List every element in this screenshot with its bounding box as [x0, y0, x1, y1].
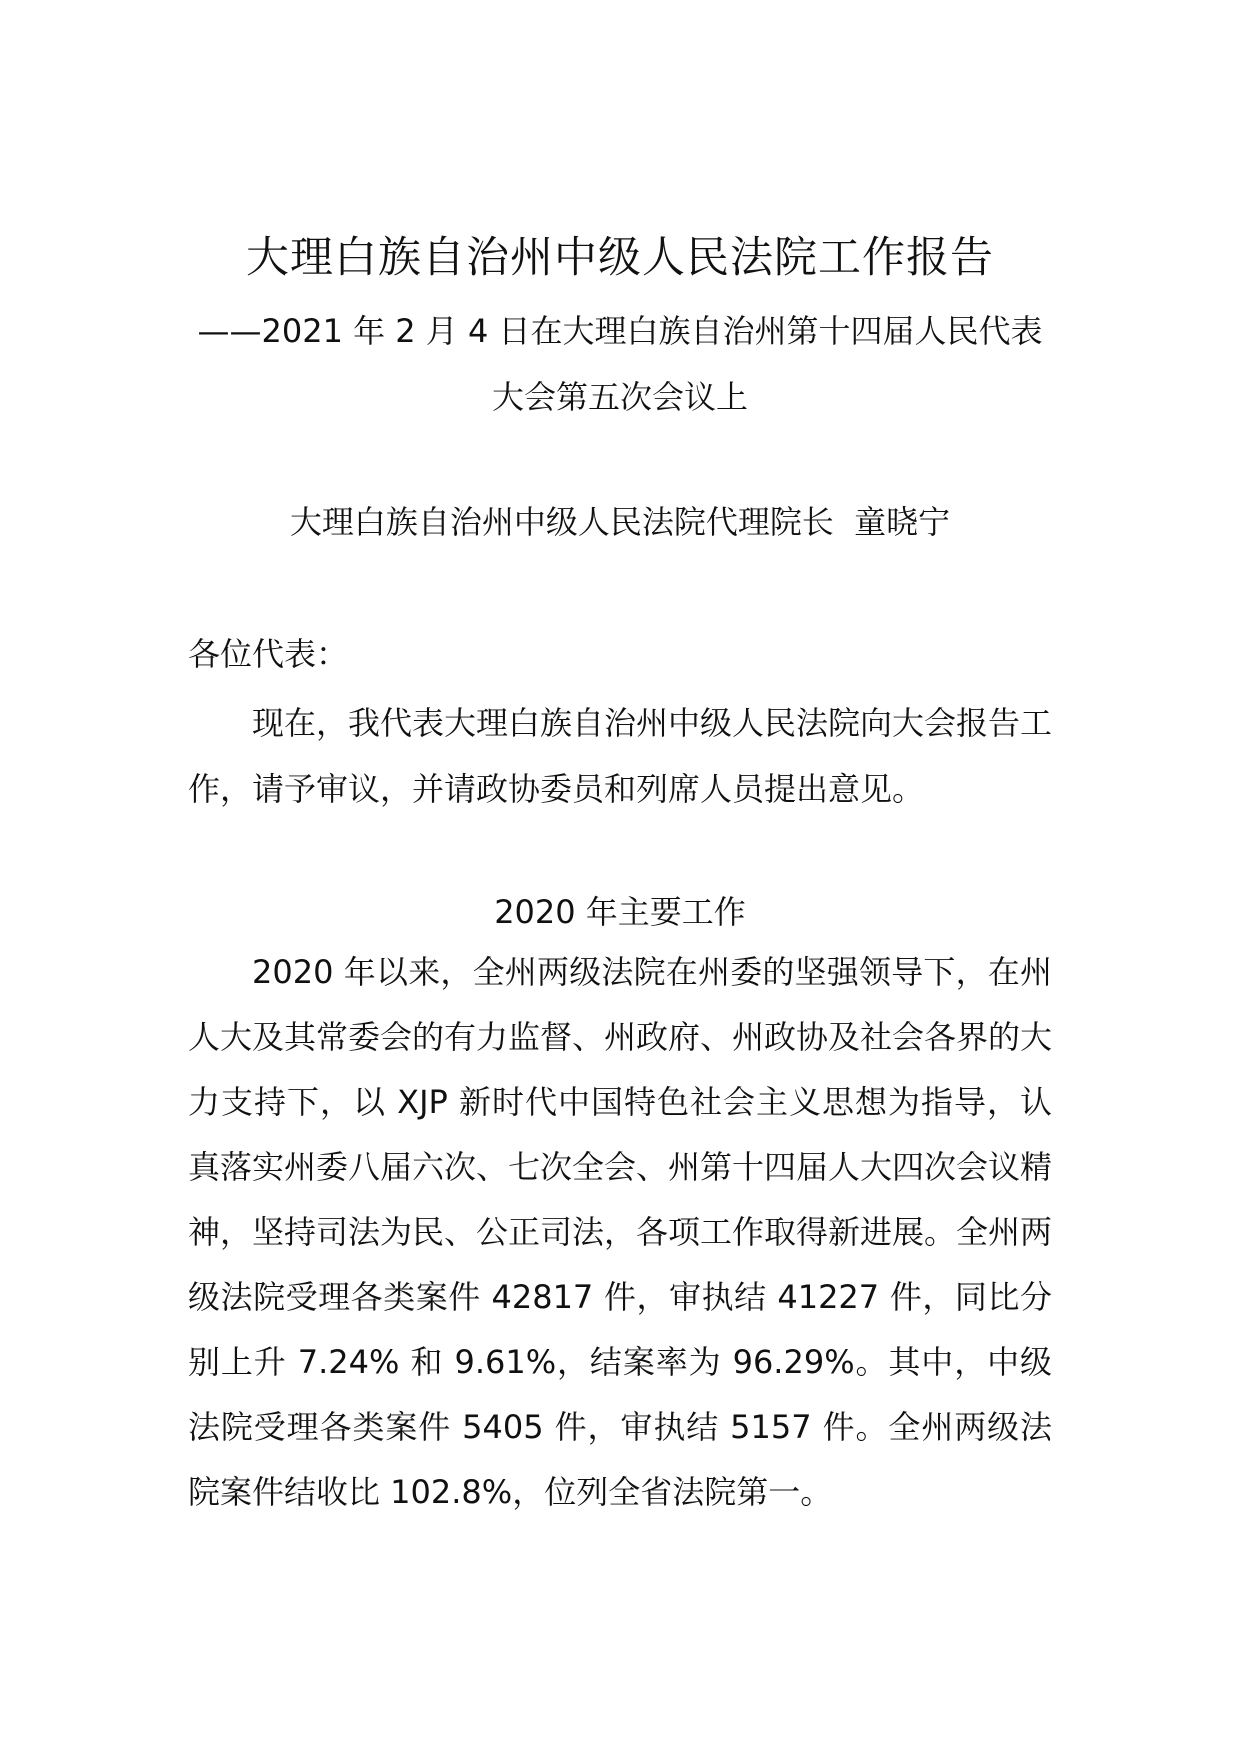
body-paragraph: 2020 年以来，全州两级法院在州委的坚强领导下，在州人大及其常委会的有力监督、州政府、州政协及社会各界的大力支持下，以 XJP 新时代中国特色社会主义思想为指导，认真落实州委八届六次、七次全会、州第十四届人大四次会议精神，坚持司法为民、公正司法，各项工作取得新进展。全州两级法院受理各类案件 42817 件，审执结 41227 件，同比分别上升 7.24% 和 9.61%，结案率为 96.29%。其中，中级法院受理各类案件 5405 件，审执结 5157 件。全州两级法院案件结收比 102.8%，位列全省法院第一。 [188, 953, 1053, 1511]
section-title: 2020 年主要工作 [494, 893, 746, 931]
subtitle-line-2: 大会第五次会议上 [491, 378, 748, 416]
salutation: 各位代表： [188, 635, 349, 673]
report-subtitle [188, 298, 1052, 430]
report-author: 大理白族自治州中级人民法院代理院长 童晓宁 [289, 503, 951, 541]
intro-paragraph: 现在，我代表大理白族自治州中级人民法院向大会报告工作，请予审议，并请政协委员和列席人员提出意见。 [188, 704, 1053, 808]
subtitle-line-1: ——2021 年 2 月 4 日在大理白族自治州第十四届人民代表 [197, 312, 1043, 350]
report-title: 大理白族自治州中级人民法院工作报告 [246, 233, 994, 283]
